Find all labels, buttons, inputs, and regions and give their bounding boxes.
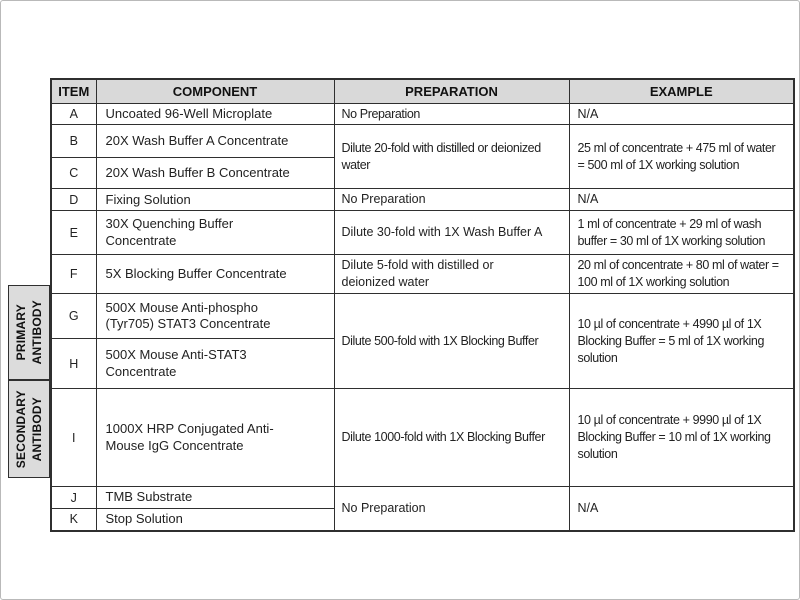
cell-component: 20X Wash Buffer A Concentrate <box>96 125 334 158</box>
cell-component: 20X Wash Buffer B Concentrate <box>96 158 334 189</box>
table-header-row <box>51 79 794 103</box>
cell-preparation: Dilute 30-fold with 1X Wash Buffer A <box>334 211 569 255</box>
cell-component: Stop Solution <box>96 509 334 531</box>
side-label-line: ANTIBODY <box>30 396 44 462</box>
cell-component: Uncoated 96-Well Microplate <box>96 103 334 125</box>
side-label-secondary-antibody-text <box>13 390 45 468</box>
side-label-primary-antibody <box>8 285 50 380</box>
cell-item: E <box>51 211 96 255</box>
cell-item: G <box>51 294 96 339</box>
table-row-d <box>51 189 794 211</box>
cell-component: 1000X HRP Conjugated Anti-Mouse IgG Concentrate <box>96 389 334 487</box>
table-row-a <box>51 103 794 125</box>
cell-component: 500X Mouse Anti-STAT3 Concentrate <box>96 339 334 389</box>
cell-example: N/A <box>569 103 794 125</box>
cell-component: TMB Substrate <box>96 487 334 509</box>
cell-component: 30X Quenching Buffer Concentrate <box>96 211 334 255</box>
cell-example: N/A <box>569 189 794 211</box>
cell-preparation: No Preparation <box>334 189 569 211</box>
cell-item: K <box>51 509 96 531</box>
header-example: EXAMPLE <box>569 79 794 103</box>
table-row-f <box>51 255 794 294</box>
table-row-g <box>51 294 794 339</box>
table-row-j <box>51 487 794 509</box>
cell-item: B <box>51 125 96 158</box>
cell-component: 500X Mouse Anti-phospho (Tyr705) STAT3 Concentrate <box>96 294 334 339</box>
side-label-line: ANTIBODY <box>30 300 44 365</box>
cell-item: C <box>51 158 96 189</box>
cell-example: 20 ml of concentrate + 80 ml of water = 100 ml of 1X working solution <box>569 255 794 294</box>
cell-item: J <box>51 487 96 509</box>
cell-example: 25 ml of concentrate + 475 ml of water = 500 ml of 1X working solution <box>569 125 794 189</box>
cell-example: 10 µl of concentrate + 4990 µl of 1X Blocking Buffer = 5 ml of 1X working solution <box>569 294 794 389</box>
table-row-b <box>51 125 794 158</box>
header-preparation: PREPARATION <box>334 79 569 103</box>
table-row-i <box>51 389 794 487</box>
cell-component: 5X Blocking Buffer Concentrate <box>96 255 334 294</box>
cell-example: N/A <box>569 487 794 531</box>
cell-preparation: No Preparation <box>334 487 569 531</box>
cell-item: D <box>51 189 96 211</box>
cell-item: I <box>51 389 96 487</box>
cell-item: F <box>51 255 96 294</box>
side-label-secondary-antibody <box>8 380 50 478</box>
cell-preparation: Dilute 1000-fold with 1X Blocking Buffer <box>334 389 569 487</box>
side-label-line: SECONDARY <box>13 389 28 469</box>
cell-item: H <box>51 339 96 389</box>
header-component: COMPONENT <box>96 79 334 103</box>
side-label-primary-antibody-text <box>13 300 45 364</box>
cell-example: 10 µl of concentrate + 9990 µl of 1X Blocking Buffer = 10 ml of 1X working solution <box>569 389 794 487</box>
cell-preparation: Dilute 500-fold with 1X Blocking Buffer <box>334 294 569 389</box>
cell-example: 1 ml of concentrate + 29 ml of wash buffer = 30 ml of 1X working solution <box>569 211 794 255</box>
components-table <box>50 78 795 532</box>
cell-item: A <box>51 103 96 125</box>
cell-preparation: Dilute 5-fold with distilled or deionized water <box>334 255 569 294</box>
side-label-line: PRIMARY <box>13 304 28 361</box>
cell-preparation: Dilute 20-fold with distilled or deionized water <box>334 125 569 189</box>
cell-preparation: No Preparation <box>334 103 569 125</box>
table-row-e <box>51 211 794 255</box>
cell-component: Fixing Solution <box>96 189 334 211</box>
header-item: ITEM <box>51 79 96 103</box>
